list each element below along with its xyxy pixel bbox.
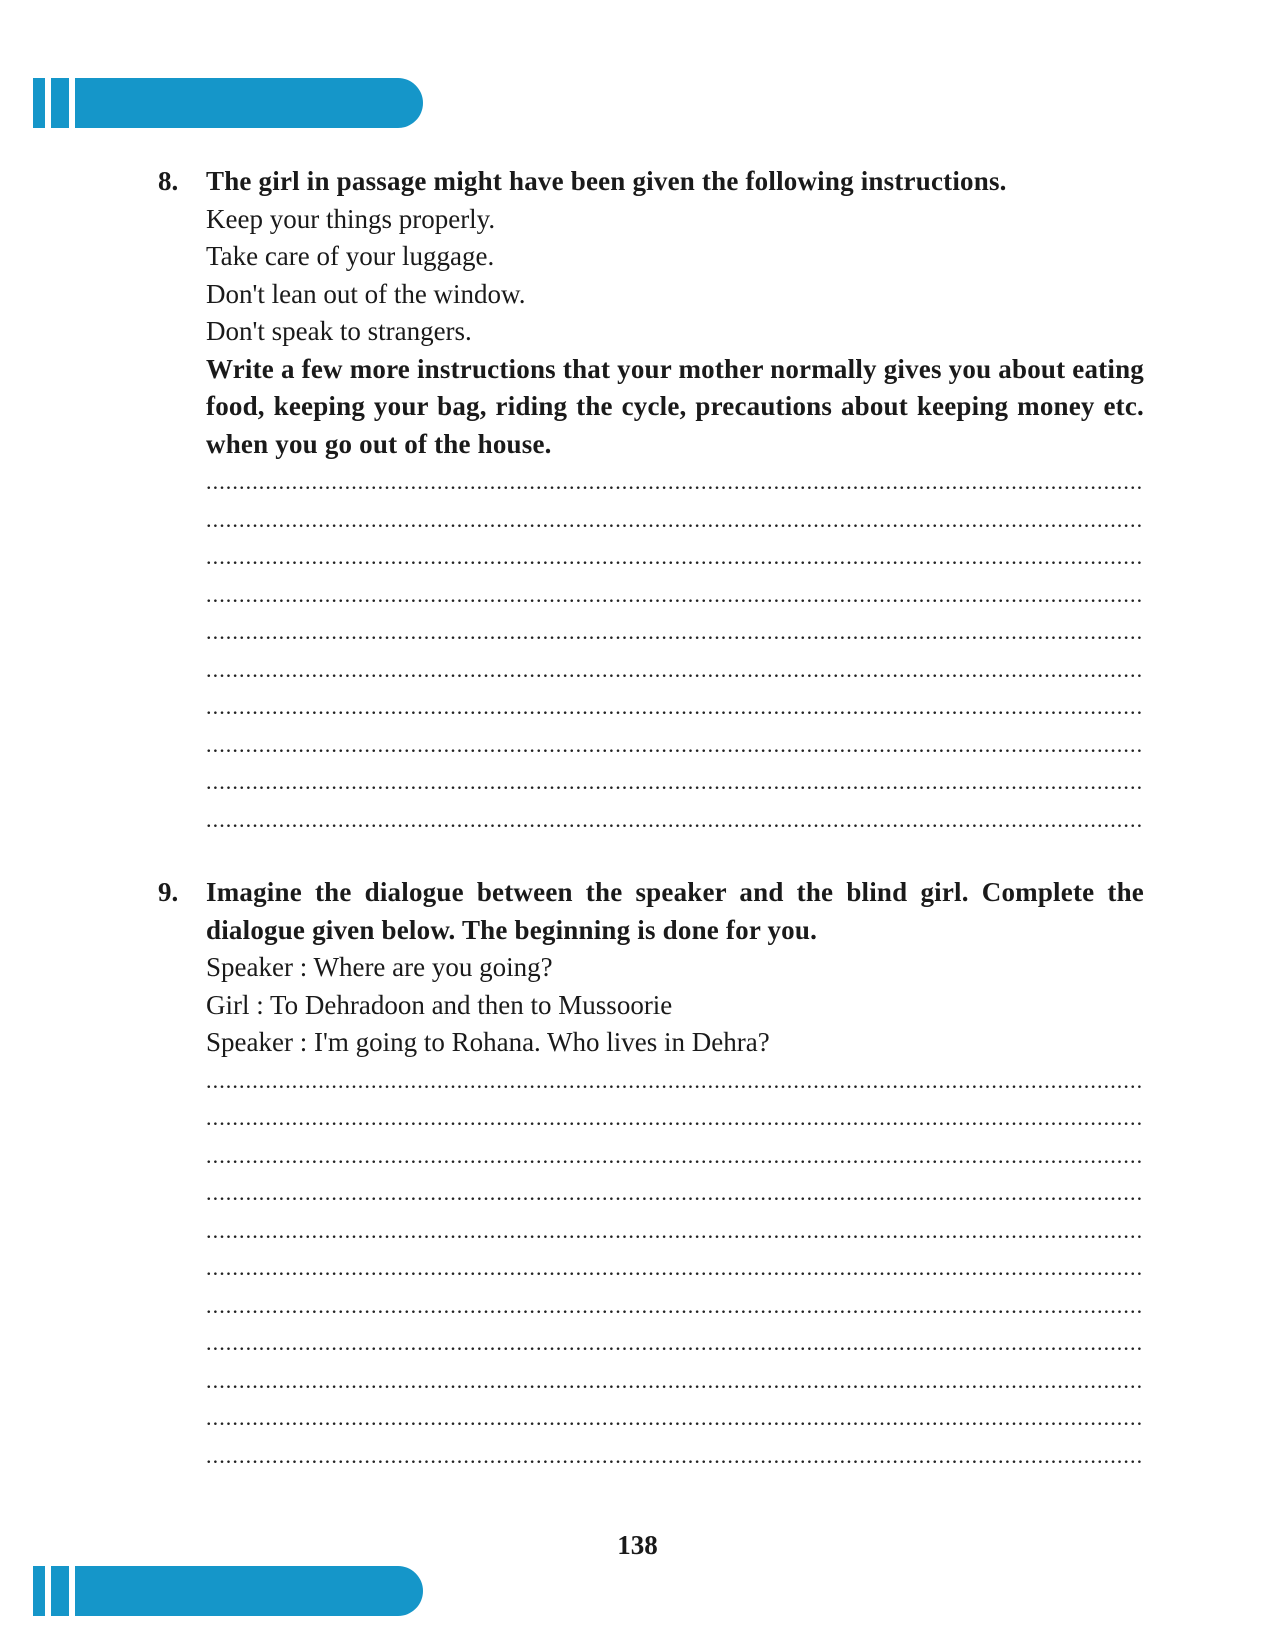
instruction-item: Keep your things properly. — [206, 203, 496, 234]
answer-line[interactable] — [206, 1437, 1144, 1475]
banner-bar — [75, 1566, 423, 1616]
banner-stripe — [33, 1566, 45, 1616]
answer-lines — [206, 1062, 1144, 1475]
answer-line[interactable] — [206, 1287, 1144, 1325]
question-number: 9. — [158, 877, 179, 907]
dialogue-line: Speaker : Where are you going? — [206, 952, 553, 982]
instruction-item: Don't speak to strangers. — [206, 316, 472, 346]
dialogue-line: Speaker : I'm going to Rohana. Who lives in Dehra? — [206, 1027, 770, 1057]
answer-line[interactable] — [206, 501, 1144, 539]
answer-line[interactable] — [206, 763, 1144, 801]
header-banner — [33, 78, 423, 128]
answer-line[interactable] — [206, 1137, 1144, 1175]
answer-line[interactable] — [206, 688, 1144, 726]
answer-line[interactable] — [206, 576, 1144, 614]
banner-stripe — [33, 78, 45, 128]
answer-line[interactable] — [206, 1399, 1144, 1437]
question-prompt: The girl in passage might have been given the following instructions. — [206, 166, 1007, 196]
question-9 — [158, 874, 1148, 1474]
answer-lines — [206, 463, 1144, 838]
answer-line[interactable] — [206, 1062, 1144, 1100]
answer-line[interactable] — [206, 1249, 1144, 1287]
banner-bar — [75, 78, 423, 128]
answer-line[interactable] — [206, 1362, 1144, 1400]
page-number: 138 — [617, 1530, 658, 1560]
answer-line[interactable] — [206, 801, 1144, 839]
answer-line[interactable] — [206, 1324, 1144, 1362]
question-number: 8. — [158, 166, 179, 196]
answer-line[interactable] — [206, 1212, 1144, 1250]
question-prompt: Imagine the dialogue between the speaker and the blind girl. Complete the dialogue given below. The beginning is done for you. — [206, 877, 1144, 945]
instruction-item: Take care of your luggage. — [206, 241, 495, 271]
banner-stripe — [51, 1566, 69, 1616]
answer-line[interactable] — [206, 613, 1144, 651]
answer-line[interactable] — [206, 651, 1144, 689]
answer-line[interactable] — [206, 463, 1144, 501]
question-task: Write a few more instructions that your mother normally gives you about eating food, keeping your bag, riding the cycle, precautions about keeping money etc. when you go out of the house. — [206, 353, 1144, 459]
dialogue-line: Girl : To Dehradoon and then to Mussoorie — [206, 989, 673, 1020]
instruction-item: Don't lean out of the window. — [206, 278, 526, 309]
answer-line[interactable] — [206, 538, 1144, 576]
banner-stripe — [51, 78, 69, 128]
answer-line[interactable] — [206, 1099, 1144, 1137]
answer-line[interactable] — [206, 1174, 1144, 1212]
question-8 — [158, 163, 1148, 838]
footer-banner — [33, 1566, 423, 1616]
answer-line[interactable] — [206, 726, 1144, 764]
